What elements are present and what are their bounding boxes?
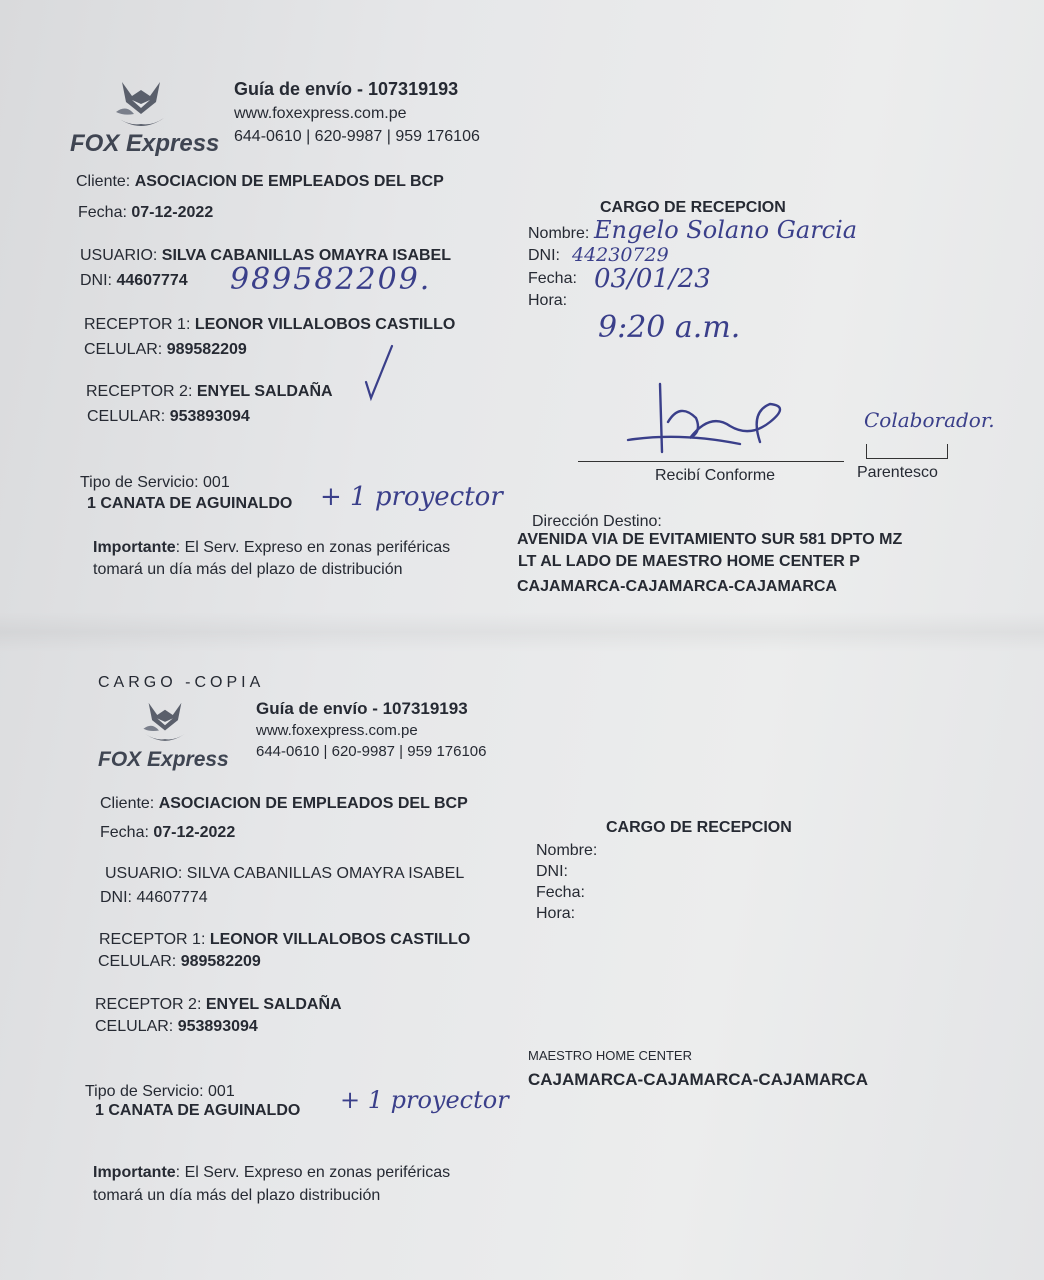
- cel1-row: [98, 953, 261, 971]
- user-label: USUARIO:: [80, 247, 158, 264]
- cel2-value: 953893094: [169, 408, 250, 425]
- cel1-label: CELULAR:: [98, 953, 177, 970]
- cel1-value: 989582209: [180, 953, 261, 970]
- fox-logo-icon: [112, 74, 170, 132]
- receptor1-value: LEONOR VILLALOBOS CASTILLO: [194, 316, 456, 333]
- receptor1-row: [84, 316, 455, 334]
- cel2-label: CELULAR:: [95, 1018, 174, 1035]
- hora-handwritten: 9:20 a.m.: [598, 310, 741, 345]
- item-handwritten: + 1 proyector: [320, 482, 503, 512]
- hora-label: Hora:: [536, 905, 576, 922]
- dni2-handwritten: 44230729: [572, 244, 669, 266]
- date-row: [78, 204, 213, 222]
- dni-label: DNI:: [80, 272, 112, 289]
- phones: 644-0610 | 620-9987 | 959 176106: [234, 128, 480, 145]
- brand-name: FOX Express: [98, 748, 229, 771]
- important-line2: tomará un día más del plazo distribución: [93, 1187, 381, 1204]
- item-handwritten: + 1 proyector: [340, 1086, 509, 1114]
- receptor2-value: ENYEL SALDAÑA: [196, 383, 333, 400]
- parentesco-handwritten: Colaborador.: [864, 408, 995, 432]
- date-row: [100, 824, 235, 842]
- receptor2-label: RECEPTOR 2:: [86, 383, 193, 400]
- destino-line2: LT AL LADO DE MAESTRO HOME CENTER P: [518, 553, 860, 570]
- cel2-row: [95, 1018, 258, 1036]
- hora-label: Hora:: [528, 292, 568, 309]
- receptor1-row: [99, 931, 470, 949]
- signature-icon: [620, 382, 800, 466]
- receptor2-label: RECEPTOR 2:: [95, 996, 202, 1013]
- dni-row: DNI: 44607774: [100, 889, 208, 906]
- date-label: Fecha:: [78, 204, 127, 221]
- brand-name: FOX Express: [70, 130, 220, 157]
- guide-title: Guía de envío - 107319193: [234, 79, 459, 99]
- important-line2: tomará un día más del plazo de distribución: [93, 561, 403, 578]
- fecha2-label: Fecha:: [536, 884, 585, 901]
- receptor1-value: LEONOR VILLALOBOS CASTILLO: [209, 931, 471, 948]
- receptor1-label: RECEPTOR 1:: [84, 316, 191, 333]
- receptor2-value: ENYEL SALDAÑA: [205, 996, 342, 1013]
- user-row: USUARIO: SILVA CABANILLAS OMAYRA ISABEL: [105, 865, 465, 882]
- cargo-title: CARGO DE RECEPCION: [600, 199, 786, 216]
- date-value: 07-12-2022: [131, 204, 214, 221]
- parentesco-label: Parentesco: [857, 464, 938, 481]
- dni-row: [80, 272, 188, 290]
- dni-value: 44607774: [116, 272, 188, 289]
- client-value: ASOCIACION DE EMPLEADOS DEL BCP: [134, 173, 444, 190]
- nombre-label: Nombre:: [536, 842, 598, 859]
- destino-line: CAJAMARCA-CAJAMARCA-CAJAMARCA: [528, 1070, 868, 1089]
- signature-line: [578, 461, 844, 462]
- important-line1: [93, 1164, 450, 1182]
- client-row: [100, 795, 468, 813]
- client-row: [76, 173, 444, 191]
- recibi-conforme: Recibí Conforme: [655, 467, 776, 484]
- destino-line3: CAJAMARCA-CAJAMARCA-CAJAMARCA: [517, 578, 837, 595]
- cel2-row: [87, 408, 250, 426]
- phones: 644-0610 | 620-9987 | 959 176106: [256, 743, 487, 760]
- copy-label: CARGO -COPIA: [98, 674, 265, 691]
- important-label: Importante: [93, 539, 176, 556]
- important-line1: [93, 539, 450, 557]
- guide-title: Guía de envío - 107319193: [256, 699, 468, 718]
- handwritten-phone: 989582209.: [230, 262, 432, 297]
- maestro-label: MAESTRO HOME CENTER: [528, 1048, 692, 1063]
- user-value: SILVA CABANILLAS OMAYRA ISABEL: [161, 247, 451, 264]
- fecha2-handwritten: 03/01/23: [594, 264, 711, 294]
- fox-logo-icon: [140, 696, 190, 746]
- receptor2-row: [86, 383, 333, 401]
- dni2-label: DNI:: [528, 247, 560, 264]
- service-type: Tipo de Servicio: 001: [85, 1083, 235, 1100]
- important-text1: : El Serv. Expreso en zonas periféricas: [175, 1164, 451, 1181]
- parentesco-line: [866, 444, 948, 459]
- client-value: ASOCIACION DE EMPLEADOS DEL BCP: [158, 795, 468, 812]
- cel2-value: 953893094: [177, 1018, 258, 1035]
- cel2-label: CELULAR:: [87, 408, 166, 425]
- client-label: Cliente:: [76, 173, 131, 190]
- service-type: Tipo de Servicio: 001: [80, 474, 230, 491]
- item: 1 CANATA DE AGUINALDO: [87, 495, 293, 512]
- date-value: 07-12-2022: [153, 824, 236, 841]
- receptor1-label: RECEPTOR 1:: [99, 931, 206, 948]
- nombre-handwritten: Engelo Solano Garcia: [594, 216, 858, 244]
- cel1-value: 989582209: [166, 341, 247, 358]
- receptor2-row: [95, 996, 342, 1014]
- important-text1: : El Serv. Expreso en zonas periféricas: [175, 539, 451, 556]
- fecha2-label: Fecha:: [528, 270, 577, 287]
- item: 1 CANATA DE AGUINALDO: [95, 1102, 301, 1119]
- destino-line1: AVENIDA VIA DE EVITAMIENTO SUR 581 DPTO MZ: [517, 531, 903, 548]
- date-label: Fecha:: [100, 824, 149, 841]
- destino-label: Dirección Destino:: [532, 513, 662, 530]
- website: www.foxexpress.com.pe: [234, 105, 407, 122]
- dni2-label: DNI:: [536, 863, 568, 880]
- client-label: Cliente:: [100, 795, 155, 812]
- cel1-row: [84, 341, 247, 359]
- cel1-label: CELULAR:: [84, 341, 163, 358]
- important-label: Importante: [93, 1164, 176, 1181]
- nombre-label: Nombre:: [528, 225, 590, 242]
- website: www.foxexpress.com.pe: [256, 722, 418, 739]
- cargo-title: CARGO DE RECEPCION: [606, 819, 792, 836]
- checkmark-icon: [362, 342, 396, 402]
- paper-fold: [0, 612, 1044, 652]
